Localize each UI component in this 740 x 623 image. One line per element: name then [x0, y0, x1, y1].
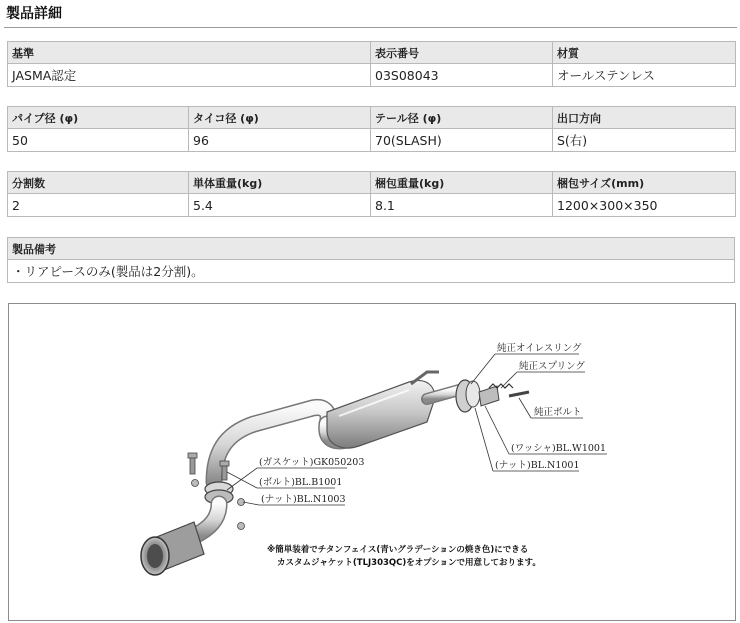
- label-bolt: (ボルト)BL.B1001: [259, 477, 343, 488]
- value-tail-diameter: 70(SLASH): [371, 129, 553, 152]
- header-exit-direction: 出口方向: [553, 107, 736, 129]
- header-standard: 基準: [8, 42, 371, 64]
- label-nut-right: (ナット)BL.N1001: [495, 460, 580, 471]
- label-washer: (ワッシャ)BL.W1001: [511, 443, 606, 454]
- section-title: 製品詳細: [6, 6, 62, 22]
- label-gasket: (ガスケット)GK050203: [259, 457, 365, 468]
- header-product-notes: 製品備考: [8, 238, 735, 260]
- value-material: オールステンレス: [553, 64, 736, 87]
- value-unit-weight: 5.4: [189, 194, 371, 217]
- note-line-1: ※簡単装着でチタンフェイス(青いグラデーションの焼き色)にできる: [267, 545, 529, 555]
- header-material: 材質: [553, 42, 736, 64]
- header-unit-weight: 単体重量(kg): [189, 172, 371, 194]
- header-split-count: 分割数: [8, 172, 189, 194]
- header-pipe-diameter: パイプ径 (φ): [8, 107, 189, 129]
- value-package-size: 1200×300×350: [553, 194, 736, 217]
- header-tail-diameter: テール径 (φ): [371, 107, 553, 129]
- label-nut-left: (ナット)BL.N1003: [261, 494, 346, 505]
- value-muffler-diameter: 96: [189, 129, 371, 152]
- label-oil-ring: 純正オイレスリング: [497, 343, 582, 354]
- header-package-weight: 梱包重量(kg): [371, 172, 553, 194]
- value-display-number: 03S08043: [371, 64, 553, 87]
- muffler-body: [327, 380, 435, 448]
- header-package-size: 梱包サイズ(mm): [553, 172, 736, 194]
- label-spring: 純正スプリング: [519, 361, 585, 372]
- value-package-weight: 8.1: [371, 194, 553, 217]
- value-pipe-diameter: 50: [8, 129, 189, 152]
- value-split-count: 2: [8, 194, 189, 217]
- spec-table-notes: [7, 237, 735, 283]
- spec-table-weights: [7, 171, 736, 217]
- exhaust-illustration: [9, 304, 735, 620]
- tail-tip: [141, 522, 204, 575]
- spec-table-dimensions: [7, 106, 736, 152]
- exhaust-diagram: [8, 303, 736, 621]
- value-standard: JASMA認定: [8, 64, 371, 87]
- value-product-notes: ・リアピースのみ(製品は2分割)。: [8, 260, 735, 283]
- header-muffler-diameter: タイコ径 (φ): [189, 107, 371, 129]
- oem-bolt: [509, 392, 529, 396]
- note-line-2: カスタムジャケット(TLJ303QC)をオプションで用意しております。: [277, 558, 541, 568]
- header-display-number: 表示番号: [371, 42, 553, 64]
- value-exit-direction: S(右): [553, 129, 736, 152]
- spec-table-standard: [7, 41, 736, 87]
- title-divider: [4, 27, 737, 28]
- label-oem-bolt: 純正ボルト: [534, 407, 582, 418]
